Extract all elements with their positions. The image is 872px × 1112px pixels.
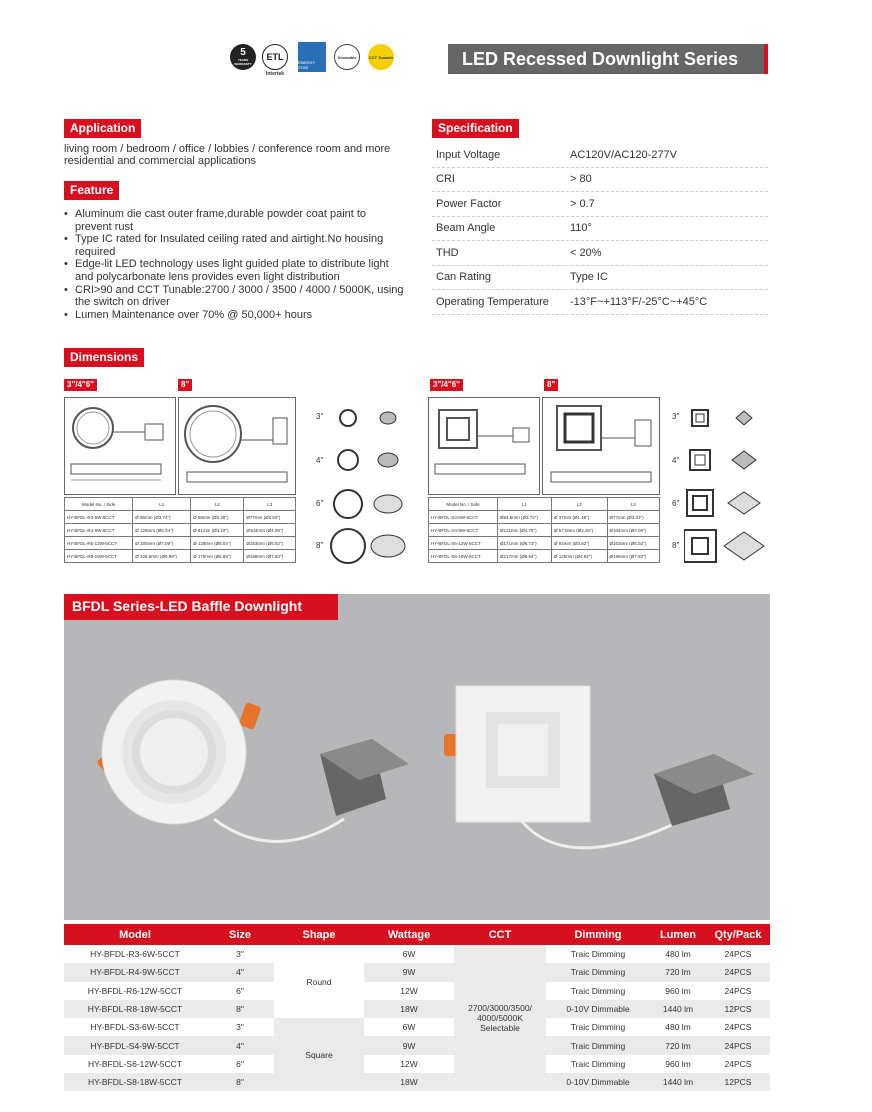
table-cell: Ø171mm (Ø6.73") — [498, 537, 552, 550]
warranty-badge — [230, 44, 256, 70]
col-cct: CCT — [454, 924, 546, 945]
square-dimension-table — [428, 497, 660, 563]
square-drawing-large — [542, 397, 660, 495]
table-cell: 24PCS — [706, 1036, 770, 1054]
table-row — [64, 1055, 770, 1073]
header-text: Model No. — [446, 501, 467, 507]
spec-key: Power Factor — [436, 197, 502, 210]
table-cell: 18W — [364, 1073, 454, 1091]
table-cell: HY-BFDL-R8-18W-5CCT — [64, 1000, 206, 1018]
feature-item: • Lumen Maintenance over 70% @ 50,000+ hours — [64, 309, 404, 322]
spec-table — [432, 143, 768, 315]
dim-header-l2: L2 — [191, 498, 244, 511]
round-size-tag-small: 3"/4"6" — [64, 379, 97, 391]
round-size-tag-large: 8" — [178, 379, 192, 391]
header-text: Side — [106, 501, 116, 507]
square-light-icons — [684, 400, 770, 570]
table-row — [429, 537, 660, 550]
table-row — [64, 945, 770, 963]
table-cell: 720 lm — [650, 1036, 706, 1054]
feature-item: • CRI>90 and CCT Tunable:2700 / 3000 / 3500 / 4000 / 5000K, using the switch on driver — [64, 284, 404, 309]
table-row — [65, 524, 296, 537]
round-dimension-table — [64, 497, 296, 563]
table-cell: Traic Dimming — [570, 985, 626, 996]
square-size-tag-small: 3"/4"6" — [430, 379, 463, 391]
spec-value: Type IC — [570, 271, 608, 284]
shape-round: Round — [306, 976, 332, 987]
table-cell: Ø94.5mm (Ø3.72") — [498, 511, 552, 524]
table-cell: 480 lm — [665, 1022, 691, 1033]
table-cell: Traic Dimming — [570, 949, 626, 960]
table-cell: 8" — [206, 1000, 274, 1018]
product-illustration — [64, 594, 770, 920]
table-cell: 18W — [364, 1000, 454, 1018]
col-qty: Qty/Pack — [706, 924, 770, 945]
application-text: living room / bedroom / office / lobbies / conference room and more residential and commercial applications — [64, 143, 391, 167]
table-cell: Ø217mm (Ø8.54") — [498, 550, 552, 563]
table-row — [64, 1000, 770, 1018]
table-cell: 9W — [364, 1036, 454, 1054]
application-heading: Application — [64, 119, 141, 138]
col-dimming: Dimming — [546, 924, 650, 945]
spec-key: Operating Temperature — [436, 295, 549, 308]
spec-row — [432, 168, 768, 193]
feature-item: • Edge-lit LED technology uses light guided plate to distribute light and polycarbonate lens provides even light distribution — [64, 258, 404, 283]
table-cell: HY-BFDL-R4-9W-5CCT — [65, 524, 133, 537]
table-cell: HY-BFDL-R8-18W-5CCT — [65, 550, 133, 563]
feature-list — [64, 208, 404, 321]
shape-square: Square — [274, 1018, 364, 1091]
table-cell: HY-BFDL-R3-6W-5CCT — [65, 511, 133, 524]
table-cell: 1440 lm — [650, 1000, 706, 1018]
energy-star-logo — [298, 42, 326, 72]
spec-row — [432, 217, 768, 242]
table-cell: 3" — [236, 949, 244, 960]
table-cell: Ø 228.5mm (Ø8.99") — [133, 550, 191, 563]
table-cell: 24PCS — [724, 985, 752, 996]
spec-key: Can Rating — [436, 271, 492, 284]
table-cell: 6W — [402, 949, 416, 960]
table-cell: 6W — [402, 1022, 416, 1033]
table-cell: Traic Dimming — [546, 1036, 650, 1054]
spec-row — [432, 192, 768, 217]
spec-value: 110° — [570, 222, 592, 235]
table-row — [64, 1018, 770, 1036]
spec-value: AC120V/AC120-277V — [570, 148, 678, 161]
energy-star-text: ENERGY STAR — [298, 60, 315, 70]
col-lumen: Lumen — [650, 924, 706, 945]
specification-heading: Specification — [432, 119, 519, 138]
square-size-tag-large: 8" — [544, 379, 558, 391]
round-diagram-small — [65, 398, 175, 494]
table-cell: HY-BFDL-S4-9W-5CCT — [429, 524, 498, 537]
bfdl-series-title: BFDL Series-LED Baffle Downlight — [64, 594, 338, 620]
table-cell: 6" — [236, 985, 244, 996]
dim-header-model: Model No. / Side — [429, 498, 498, 511]
series-title: LED Recessed Downlight Series — [448, 44, 768, 74]
round-light-icons — [330, 400, 410, 565]
round-diagram-large — [179, 398, 295, 494]
table-cell: 12PCS — [706, 1000, 770, 1018]
product-photo — [64, 594, 770, 920]
table-cell: 12W — [400, 985, 418, 996]
table-cell: 6" — [236, 1058, 244, 1069]
table-cell: 12W — [400, 1058, 418, 1069]
cct-tunable-icon: CCT Tunable — [368, 44, 394, 70]
square-diagram-large — [543, 398, 659, 494]
warranty-number: 5 — [240, 47, 246, 58]
table-cell: Ø153mm (Ø6.02") — [607, 537, 659, 550]
spec-key: THD — [436, 246, 459, 259]
dim-header-l1: L1 — [498, 498, 552, 511]
table-cell: Ø 125mm (Ø4.92") — [551, 550, 607, 563]
size-label: 6" — [316, 499, 324, 508]
table-cell: Ø199mm (Ø7.83") — [244, 550, 296, 563]
square-diagram-small — [429, 398, 539, 494]
table-cell: 9W — [364, 963, 454, 981]
dimensions-heading: Dimensions — [64, 348, 144, 367]
size-label: 6" — [672, 499, 680, 508]
table-cell: HY-BFDL-R6-12W-5CCT — [65, 537, 133, 550]
dimmable-icon: Dimmable — [334, 44, 360, 70]
table-cell: 24PCS — [724, 949, 752, 960]
table-cell: HY-BFDL-S3-6W-5CCT — [429, 511, 498, 524]
size-label: 4" — [316, 456, 324, 465]
table-cell: 8" — [206, 1073, 274, 1091]
col-size: Size — [206, 924, 274, 945]
table-cell: Ø 95mm (Ø3.74") — [133, 511, 191, 524]
table-cell: Ø104mm (Ø4.09") — [607, 524, 659, 537]
table-cell: 24PCS — [724, 1022, 752, 1033]
size-label: 8" — [316, 541, 324, 550]
table-cell: HY-BFDL-S8-18W-5CCT — [64, 1073, 206, 1091]
etl-logo: ETL — [262, 44, 288, 70]
table-cell: HY-BFDL-S8-18W-5CCT — [429, 550, 498, 563]
dim-header-l3: L3 — [244, 498, 296, 511]
square-drawing-small — [428, 397, 540, 495]
table-cell: HY-BFDL-S4-9W-5CCT — [64, 1036, 206, 1054]
table-cell: 0-10V Dimmable — [546, 1073, 650, 1091]
table-cell: HY-BFDL-S6-12W-5CCT — [88, 1058, 182, 1069]
table-cell: Ø 92mm (Ø3.62") — [551, 537, 607, 550]
spec-key: Input Voltage — [436, 148, 501, 161]
col-shape: Shape — [274, 924, 364, 945]
table-cell: Ø153mm (Ø6.02") — [244, 537, 296, 550]
table-cell: 960 lm — [665, 1058, 691, 1069]
table-row — [64, 1073, 770, 1091]
spec-row — [432, 143, 768, 168]
table-cell: 960 lm — [665, 985, 691, 996]
size-label: 4" — [672, 456, 680, 465]
table-cell: Traic Dimming — [546, 963, 650, 981]
table-cell: 4" — [206, 1036, 274, 1054]
dim-header-l1: L1 — [133, 498, 191, 511]
table-row — [64, 982, 770, 1000]
table-cell: Traic Dimming — [570, 1022, 626, 1033]
table-cell: Ø 128mm (Ø5.04") — [133, 524, 191, 537]
spec-value: < 20% — [570, 246, 602, 259]
table-cell: Ø 175mm (Ø6.89") — [191, 550, 244, 563]
table-cell: 12PCS — [706, 1073, 770, 1091]
table-cell: Ø 180mm (Ø7.09") — [133, 537, 191, 550]
table-cell: Ø104mm (Ø4.09") — [244, 524, 296, 537]
table-row — [65, 537, 296, 550]
table-cell: 24PCS — [724, 1058, 752, 1069]
spec-value: > 80 — [570, 173, 592, 186]
col-wattage: Wattage — [364, 924, 454, 945]
feature-heading: Feature — [64, 181, 119, 200]
product-table — [64, 924, 770, 1091]
table-cell: Traic Dimming — [570, 1058, 626, 1069]
dim-header-l2: L2 — [551, 498, 607, 511]
table-cell: HY-BFDL-R3-6W-5CCT — [90, 949, 180, 960]
table-cell: Ø 57.5mm (Ø2.26") — [551, 524, 607, 537]
table-cell: HY-BFDL-R4-9W-5CCT — [64, 963, 206, 981]
table-cell: HY-BFDL-R6-12W-5CCT — [87, 985, 183, 996]
table-row — [429, 524, 660, 537]
dim-header-model: Model No. / Side — [65, 498, 133, 511]
table-row — [64, 1036, 770, 1054]
spec-value: -13°F~+113°F/-25°C~+45°C — [570, 295, 708, 308]
table-row — [429, 550, 660, 563]
size-label: 8" — [672, 541, 680, 550]
table-cell: 480 lm — [665, 949, 691, 960]
table-cell: HY-BFDL-S3-6W-5CCT — [90, 1022, 180, 1033]
table-cell: Ø 58mm (Ø2.28") — [191, 511, 244, 524]
table-cell: Ø77mm (Ø3.03") — [244, 511, 296, 524]
table-cell: Ø 81mm (Ø3.19") — [191, 524, 244, 537]
table-row — [64, 963, 770, 981]
spec-row — [432, 241, 768, 266]
table-cell: 0-10V Dimmable — [546, 1000, 650, 1018]
warranty-text: YEARS WARRANTY — [234, 58, 252, 66]
table-cell: 24PCS — [706, 963, 770, 981]
header-text: Model No. — [81, 501, 103, 507]
spec-key: Beam Angle — [436, 222, 496, 235]
size-label: 3" — [672, 412, 680, 421]
round-drawing-large — [178, 397, 296, 495]
feature-item: • Type IC rated for Insulated ceiling rated and airtight.No housing required — [64, 233, 404, 258]
spec-key: CRI — [436, 173, 455, 186]
dim-header-l3: L3 — [607, 498, 659, 511]
table-cell: 4" — [206, 963, 274, 981]
table-cell: 1440 lm — [650, 1073, 706, 1091]
header-text: Side — [470, 501, 480, 507]
table-cell: HY-BFDL-S6-12W-5CCT — [429, 537, 498, 550]
table-cell: 3" — [236, 1022, 244, 1033]
intertek-label: Intertek — [265, 71, 285, 77]
feature-item: • Aluminum die cast outer frame,durable powder coat paint to prevent rust — [64, 208, 404, 233]
size-label: 3" — [316, 412, 324, 421]
table-cell: Ø 128mm (Ø5.04") — [191, 537, 244, 550]
col-model: Model — [64, 924, 206, 945]
table-row — [65, 550, 296, 563]
table-cell: Ø121mm (Ø4.76") — [498, 524, 552, 537]
spec-value: > 0.7 — [570, 197, 595, 210]
table-cell: 720 lm — [650, 963, 706, 981]
spec-row — [432, 290, 768, 315]
table-row — [65, 511, 296, 524]
table-cell: Ø 37mm (Ø1.46") — [551, 511, 607, 524]
table-cell: Ø199mm (Ø7.83") — [607, 550, 659, 563]
cct-cell: 2700/3000/3500/ 4000/5000K Selectable — [454, 945, 546, 1091]
round-drawing-small — [64, 397, 176, 495]
table-cell: Ø77mm (Ø3.03") — [607, 511, 659, 524]
table-row — [429, 511, 660, 524]
spec-row — [432, 266, 768, 291]
